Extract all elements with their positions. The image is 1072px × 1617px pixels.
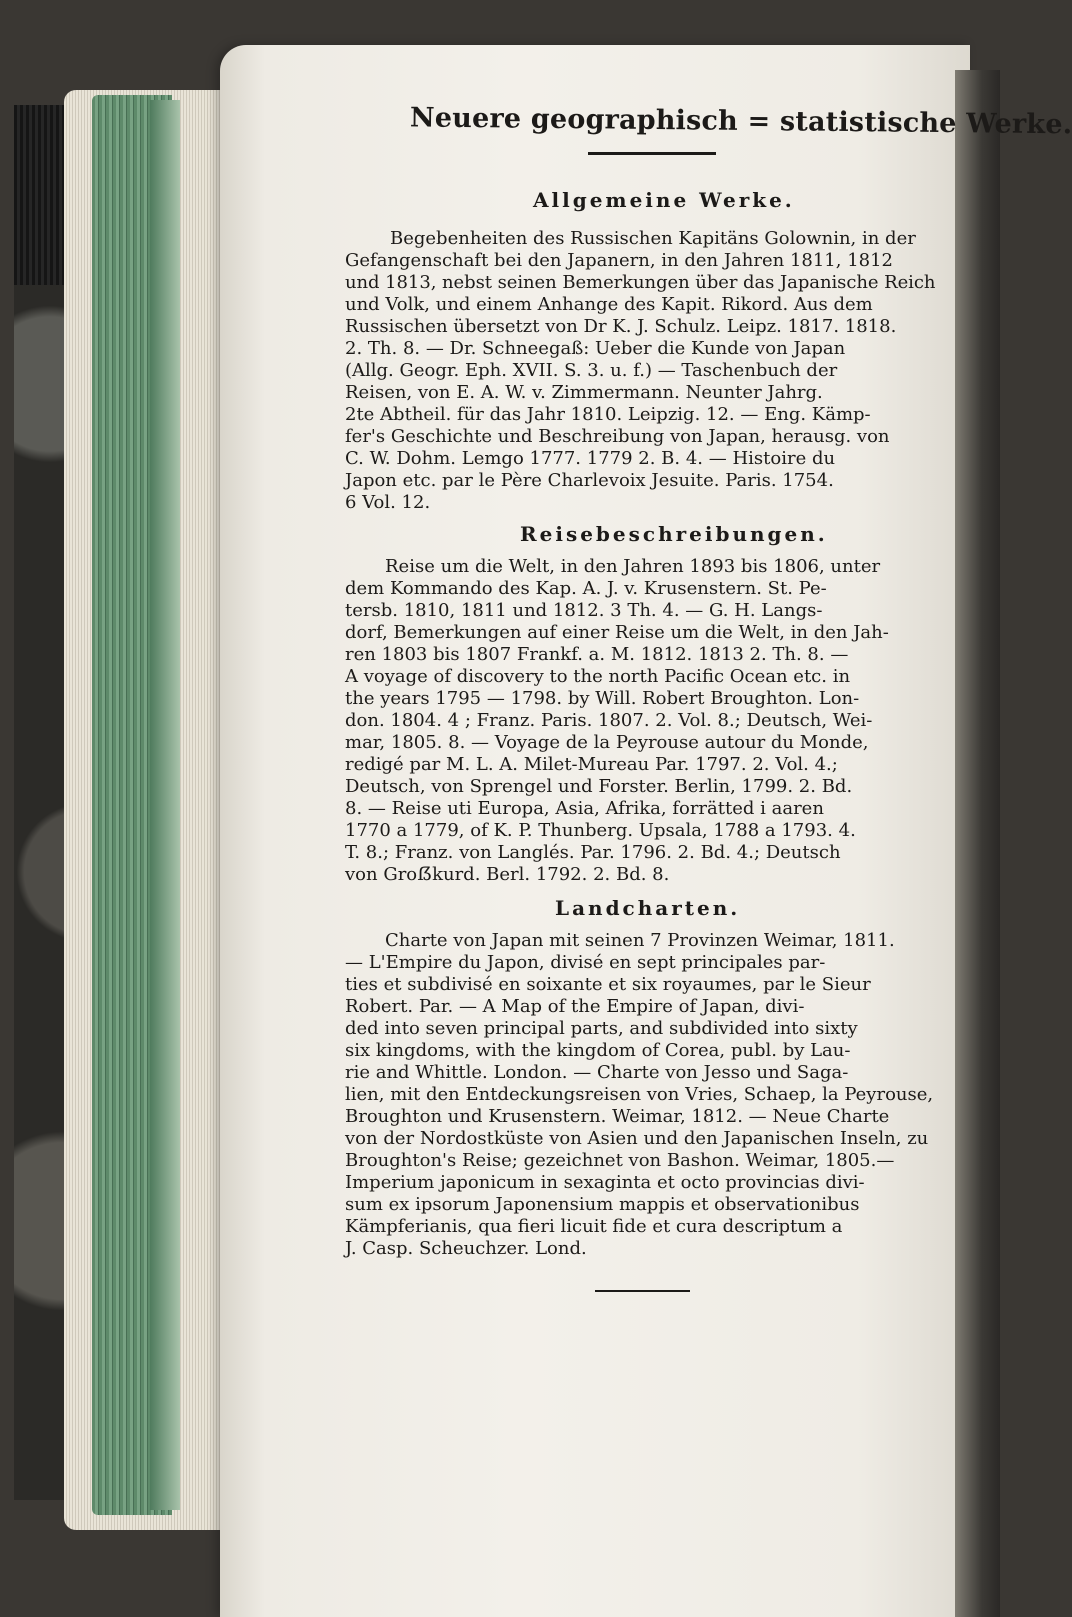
text-line: dorf, Bemerkungen auf einer Reise um die Welt, in den Jah- bbox=[345, 622, 889, 643]
text-line: J. Casp. Scheuchzer. Lond. bbox=[345, 1238, 587, 1259]
text-line: mar, 1805. 8. — Voyage de la Peyrouse autour du Monde, bbox=[345, 732, 869, 753]
text-line: ties et subdivisé en soixante et six royaumes, par le Sieur bbox=[345, 974, 871, 995]
text-line: Reisen, von E. A. W. v. Zimmermann. Neunter Jahrg. bbox=[345, 382, 823, 403]
end-rule bbox=[595, 1290, 690, 1292]
text-line: A voyage of discovery to the north Pacific Ocean etc. in bbox=[345, 666, 851, 687]
text-line: Russischen übersetzt von Dr K. J. Schulz. Leipz. 1817. 1818. bbox=[345, 316, 897, 337]
text-line: Gefangenschaft bei den Japanern, in den Jahren 1811, 1812 bbox=[345, 250, 894, 271]
text-line: sum ex ipsorum Japonensium mappis et observationibus bbox=[345, 1194, 860, 1215]
text-line: Deutsch, von Sprengel und Forster. Berlin, 1799. 2. Bd. bbox=[345, 776, 853, 797]
text-line: (Allg. Geogr. Eph. XVII. S. 3. u. f.) — Taschenbuch der bbox=[345, 360, 838, 381]
text-line: Imperium japonicum in sexaginta et octo provincias divi- bbox=[345, 1172, 865, 1193]
running-head: Neuere geographisch = statistische Werke. bbox=[409, 102, 1072, 141]
text-line: Reise um die Welt, in den Jahren 1893 bis 1806, unter bbox=[385, 556, 881, 577]
text-line: T. 8.; Franz. von Langlés. Par. 1796. 2. Bd. 4.; Deutsch bbox=[345, 842, 841, 863]
text-line: Japon etc. par le Père Charlevoix Jesuite. Paris. 1754. bbox=[345, 470, 834, 491]
text-line: Robert. Par. — A Map of the Empire of Japan, divi- bbox=[345, 996, 805, 1017]
text-line: 8. — Reise uti Europa, Asia, Afrika, forrätted i aaren bbox=[345, 798, 824, 819]
text-line: und Volk, und einem Anhange des Kapit. Rikord. Aus dem bbox=[345, 294, 873, 315]
text-line: Broughton und Krusenstern. Weimar, 1812. — Neue Charte bbox=[345, 1106, 890, 1127]
text-line: von der Nordostküste von Asien und den Japanischen Inseln, zu bbox=[345, 1128, 929, 1149]
section-heading-allgemeine: Allgemeine Werke. bbox=[533, 188, 795, 212]
text-line: 1770 a 1779, of K. P. Thunberg. Upsala, 1788 a 1793. 4. bbox=[345, 820, 856, 841]
text-line: und 1813, nebst seinen Bemerkungen über das Japanische Reich bbox=[345, 272, 936, 293]
text-line: redigé par M. L. A. Milet-Mureau Par. 1797. 2. Vol. 4.; bbox=[345, 754, 838, 775]
text-line: 6 Vol. 12. bbox=[345, 492, 431, 513]
text-line: dem Kommando des Kap. A. J. v. Krusenstern. St. Pe- bbox=[345, 578, 827, 599]
text-line: don. 1804. 4 ; Franz. Paris. 1807. 2. Vol. 8.; Deutsch, Wei- bbox=[345, 710, 873, 731]
text-line: C. W. Dohm. Lemgo 1777. 1779 2. B. 4. — Histoire du bbox=[345, 448, 836, 469]
section-heading-landcharten: Landcharten. bbox=[555, 896, 741, 920]
head-rule bbox=[588, 152, 716, 155]
text-line: tersb. 1810, 1811 und 1812. 3 Th. 4. — G. H. Langs- bbox=[345, 600, 823, 621]
text-line: Kämpferianis, qua fieri licuit fide et cura descriptum a bbox=[345, 1216, 843, 1237]
text-line: fer's Geschichte und Beschreibung von Japan, herausg. von bbox=[345, 426, 890, 447]
text-line: rie and Whittle. London. — Charte von Jesso und Saga- bbox=[345, 1062, 849, 1083]
text-line: lien, mit den Entdeckungsreisen von Vries, Schaep, la Peyrouse, bbox=[345, 1084, 934, 1105]
text-line: Charte von Japan mit seinen 7 Provinzen Weimar, 1811. bbox=[385, 930, 895, 951]
text-line: ren 1803 bis 1807 Frankf. a. M. 1812. 1813 2. Th. 8. — bbox=[345, 644, 849, 665]
section-heading-reisebeschreibungen: Reisebeschreibungen. bbox=[520, 522, 828, 546]
text-line: six kingdoms, with the kingdom of Corea, publ. by Lau- bbox=[345, 1040, 851, 1061]
text-line: the years 1795 — 1798. by Will. Robert Broughton. Lon- bbox=[345, 688, 860, 709]
text-line: Begebenheiten des Russischen Kapitäns Golownin, in der bbox=[390, 228, 916, 249]
text-line: 2. Th. 8. — Dr. Schneegaß: Ueber die Kunde von Japan bbox=[345, 338, 846, 359]
text-line: 2te Abtheil. für das Jahr 1810. Leipzig. 12. — Eng. Kämp- bbox=[345, 404, 871, 425]
text-line: von Groẞkurd. Berl. 1792. 2. Bd. 8. bbox=[345, 864, 670, 885]
text-line: — L'Empire du Japon, divisé en sept principales par- bbox=[345, 952, 826, 973]
text-line: ded into seven principal parts, and subdivided into sixty bbox=[345, 1018, 858, 1039]
text-line: Broughton's Reise; gezeichnet von Bashon. Weimar, 1805.— bbox=[345, 1150, 895, 1171]
